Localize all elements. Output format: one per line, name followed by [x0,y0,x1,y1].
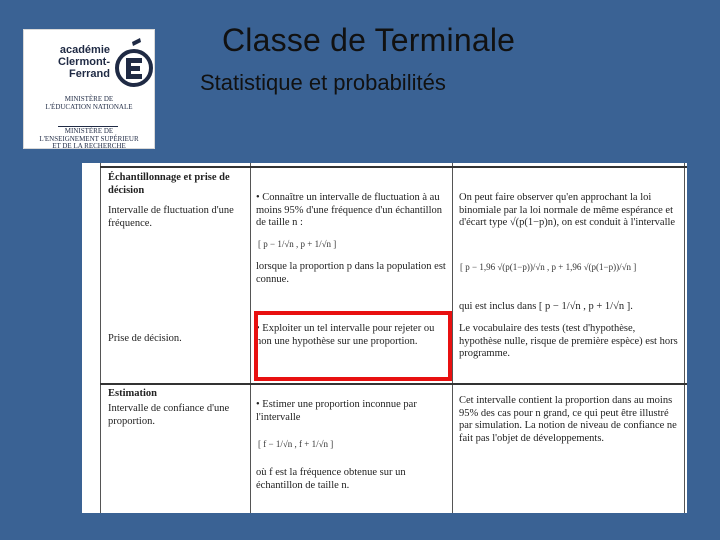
highlight-box [254,311,452,381]
table-col-divider-2 [452,163,453,513]
slide-subtitle: Statistique et probabilités [200,70,446,95]
logo-ministere1-line1: MINISTÈRE DE [64,95,114,103]
comment-loi-normale: On peut faire observer qu'en approchant la loi binomiale par la loi normale de même espérance et d'écart type √(p(1−p)n), on est conduit à l'intervalle [459,192,676,228]
content-intervalle-confiance: Intervalle de confiance d'une proportion. [108,403,230,427]
logo-ministere2-line3: ET DE LA RECHERCHE [52,142,126,150]
capacity-proportion-connue: lorsque la proportion p dans la population est connue. [256,261,446,285]
capacity-estimer-proportion: • Estimer une proportion inconnue par l'intervalle [256,399,417,423]
capacity-frequence-obtenue: où f est la fréquence obtenue sur un échantillon de taille n. [256,467,406,491]
logo-ministere1-line2: L'ÉDUCATION NATIONALE [45,102,133,111]
slide-title: Classe de Terminale [222,22,516,58]
table-left-border [100,163,101,513]
content-intervalle-fluctuation: Intervalle de fluctuation d'une fréquence. [108,205,234,229]
capacity-exploiter-intervalle: • Exploiter un tel intervalle pour rejeter ou non une hypothèse sur une proportion. [256,323,435,347]
section-heading-estimation: Estimation [108,388,158,399]
logo-ministere-education [28,96,150,111]
comment-niveau-confiance: Cet intervalle contient la proportion dans au moins 95% des cas pour n grand, ce qui peut être illustré par simulation. La notion de niveau de confiance ne fait pas l'objet de développements. [459,395,677,444]
capacity-connaitre-intervalle: • Connaître un intervalle de fluctuation à au moins 95% d'une fréquence d'un échantillon de taille n : [256,192,443,228]
logo-ministere2-line2: L'ENSEIGNEMENT SUPÉRIEUR [39,134,139,143]
logo-ministere2-line1: MINISTÈRE DE [64,127,114,135]
capacity-formula-confiance: [ f − 1/√n , f + 1/√n ] [258,439,334,449]
logo-ministere-recherche [28,128,150,151]
comment-formula-196: [ p − 1,96 √(p(1−p))/√n , p + 1,96 √(p(1−p))/√n ] [460,262,637,272]
logo-line-academie: académie [59,44,110,56]
table-top-rule [100,166,687,168]
table-section-rule [100,383,687,385]
logo-line-region: Clermont-Ferrand [58,56,110,80]
section-heading-echantillonnage: Échantillonnage et prise de décision [108,172,230,196]
comment-inclus-dans: qui est inclus dans [ p − 1/√n , p + 1/√n ]. [459,301,633,312]
academie-e-emblem-icon [114,34,154,92]
capacity-formula-fluctuation: [ p − 1/√n , p + 1/√n ] [258,239,337,249]
table-col-divider-1 [250,163,251,513]
table-right-border [684,163,685,513]
logo-academie-text [28,44,110,80]
comment-vocabulaire-tests: Le vocabulaire des tests (test d'hypothèse, hypothèse nulle, risque de première espèce) est hors programme. [459,323,678,359]
content-prise-de-decision: Prise de décision. [108,333,182,344]
academie-logo [24,30,154,148]
